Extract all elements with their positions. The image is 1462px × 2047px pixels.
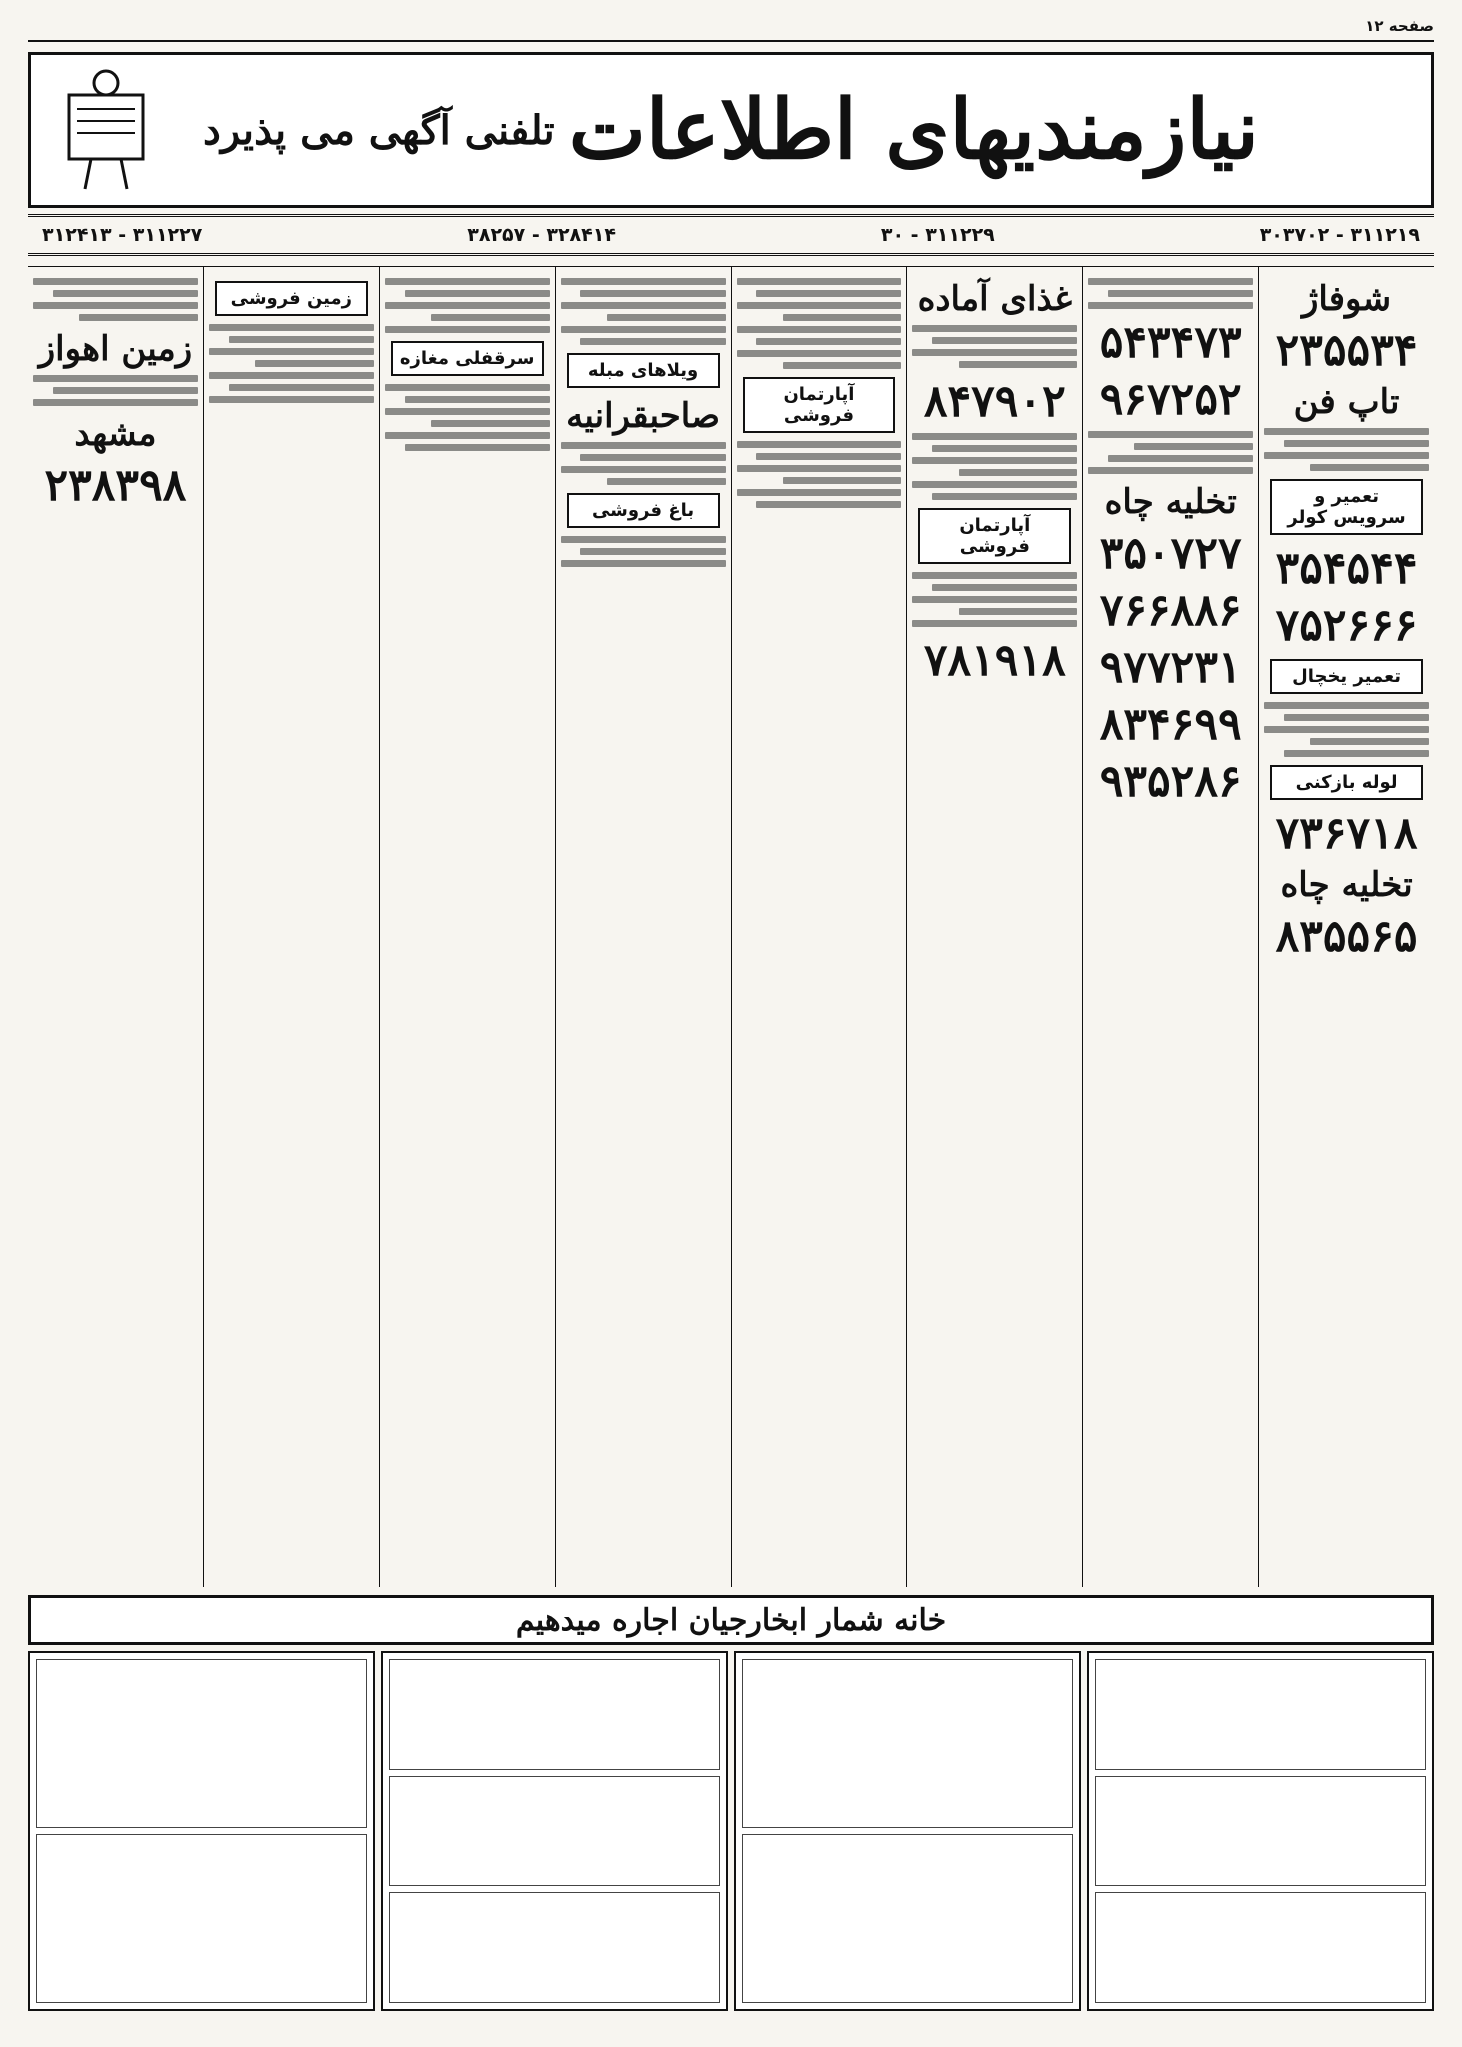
phone-number: ۲۳۸۳۹۸ [44, 460, 187, 511]
section-heading: صاحبقرانیه [566, 396, 720, 436]
section-box: آپارتمان فروشی [743, 377, 896, 433]
column-8 [28, 267, 203, 1587]
classified-grid [28, 266, 1434, 1587]
section-box: باغ فروشی [567, 493, 720, 528]
strip-property: ۳۱۱۲۲۹ - ۳۰ [880, 224, 995, 246]
section-box: سرقفلی مغازه [391, 341, 544, 376]
section-heading: غذای آماده [917, 279, 1073, 319]
phone-number: ۹۳۵۲۸۶ [1099, 756, 1242, 807]
bottom-banner: خانه شمار ابخارجیان اجاره میدهیم [28, 1595, 1434, 1645]
ad-row [1095, 1892, 1426, 2003]
ad-text [385, 384, 550, 451]
phone-number: ۳۵۴۵۴۴ [1275, 543, 1418, 594]
phone-number: ۷۸۱۹۱۸ [923, 635, 1066, 686]
phone-number: ۹۷۷۲۳۱ [1099, 642, 1242, 693]
ad-text [912, 572, 1077, 627]
phone-number: ۵۴۳۴۷۳ [1099, 317, 1242, 368]
section-box: ویلاهای مبله [567, 353, 720, 388]
ad-text [1088, 278, 1253, 309]
ad-text [561, 536, 726, 567]
ad-text [33, 375, 198, 406]
ad-row [742, 1659, 1073, 1828]
bottom-ads [28, 1651, 1434, 2011]
ad-text [385, 278, 550, 333]
ad-row [36, 1659, 367, 1828]
ad-block [734, 1651, 1081, 2011]
column-2 [1082, 267, 1258, 1587]
ad-text [912, 433, 1077, 500]
phones-strip [28, 214, 1434, 256]
strip-services: ۳۱۱۲۲۷ - ۳۱۲۴۱۳ [42, 224, 203, 246]
section-heading: مشهد [74, 414, 157, 454]
section-heading: شوفاژ [1302, 279, 1392, 319]
ad-text [561, 442, 726, 485]
page-number: صفحه ۱۲ [1365, 17, 1434, 35]
ad-text [1264, 428, 1429, 471]
ad-block [1087, 1651, 1434, 2011]
section-box: آپارتمان فروشی [918, 508, 1071, 564]
section-box: زمین فروشی [215, 281, 368, 316]
page-header [28, 12, 1434, 42]
column-5 [555, 267, 731, 1587]
phone-number: ۲۳۵۵۳۴ [1275, 325, 1418, 376]
phone-number: ۷۶۶۸۸۶ [1099, 585, 1242, 636]
ad-text [737, 441, 902, 508]
ad-row [389, 1892, 720, 2003]
ad-text [1264, 702, 1429, 757]
ad-row [389, 1659, 720, 1770]
column-4 [731, 267, 907, 1587]
phone-number: ۸۴۷۹۰۲ [923, 376, 1066, 427]
phone-number: ۳۵۰۷۲۷ [1099, 528, 1242, 579]
section-heading: زمین اهواز [38, 329, 193, 369]
section-box: تعمیر یخچال [1270, 659, 1423, 694]
column-7 [203, 267, 379, 1587]
ad-text [737, 278, 902, 369]
ad-text [912, 325, 1077, 368]
ad-text [33, 278, 198, 321]
section-heading: تخلیه چاه [1104, 482, 1237, 522]
column-6 [379, 267, 555, 1587]
phone-number: ۷۵۲۶۶۶ [1275, 600, 1418, 651]
ad-block [28, 1651, 375, 2011]
reader-illustration-icon [51, 65, 161, 193]
strip-hire: ۳۱۱۲۱۹ - ۳۰۳۷۰۲ [1259, 224, 1420, 246]
ad-block [381, 1651, 728, 2011]
section-heading: تاپ فن [1293, 382, 1400, 422]
ad-text [561, 278, 726, 345]
ad-row [36, 1834, 367, 2003]
section-box: لوله بازکنی [1270, 765, 1423, 800]
ad-row [389, 1776, 720, 1887]
ad-text [209, 324, 374, 403]
ad-text [1088, 431, 1253, 474]
masthead-subtitle: تلفنی آگهی می پذیرد [203, 106, 555, 154]
column-1 [1258, 267, 1434, 1587]
phone-number: ۷۳۶۷۱۸ [1275, 808, 1418, 859]
section-box: تعمیر و سرویس کولر [1270, 479, 1423, 535]
section-heading: تخلیه چاه [1280, 865, 1413, 905]
ad-row [1095, 1776, 1426, 1887]
phone-number: ۸۳۴۶۹۹ [1099, 699, 1242, 750]
phone-number: ۹۶۷۲۵۲ [1099, 374, 1242, 425]
column-3 [906, 267, 1082, 1587]
ad-row [742, 1834, 1073, 2003]
masthead-title: نیازمندیهای اطلاعات [568, 82, 1259, 178]
masthead [28, 52, 1434, 208]
phone-number: ۸۳۵۵۶۵ [1275, 911, 1418, 962]
ad-row [1095, 1659, 1426, 1770]
strip-trade: ۳۲۸۴۱۴ - ۳۸۲۵۷ [467, 224, 616, 246]
